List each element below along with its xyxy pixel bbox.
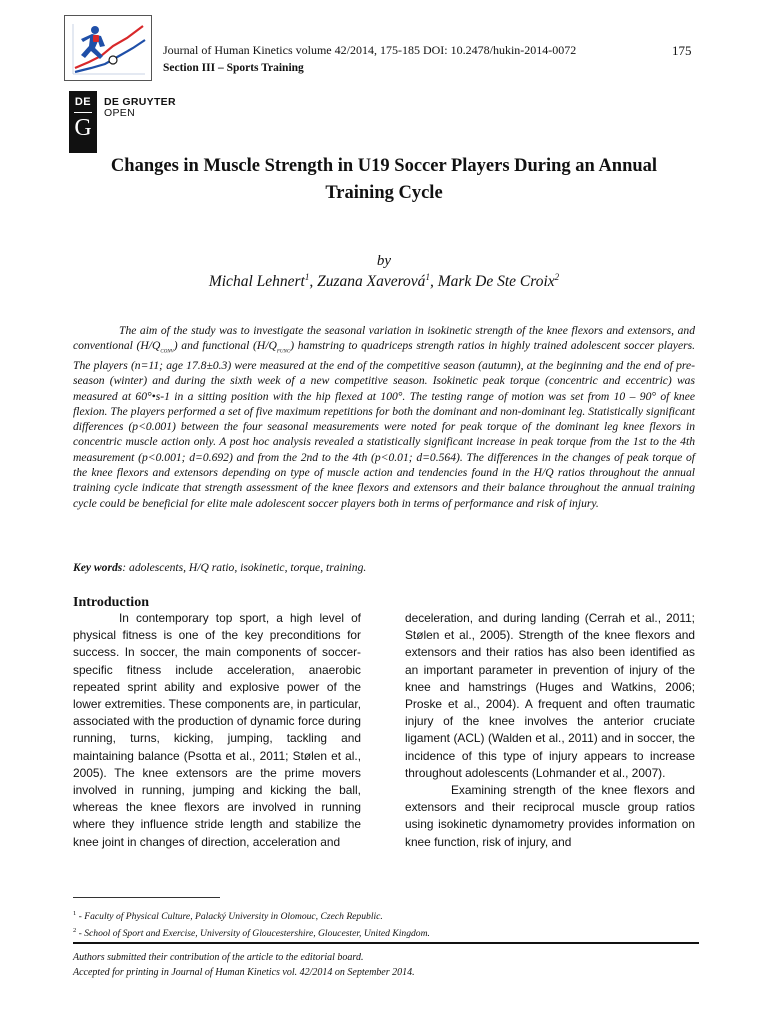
bottom-divider [73, 942, 699, 944]
publisher-name-line1: DE GRUYTER [104, 96, 176, 108]
publisher-name-line2: OPEN [104, 107, 135, 119]
footnote-mark: 2 [73, 927, 77, 935]
body-column-right [405, 610, 695, 851]
byline-by: by [376, 253, 392, 269]
journal-citation: Journal of Human Kinetics volume 42/2014, 175-185 DOI: 10.2478/hukin-2014-0072 [163, 43, 577, 57]
body-paragraph: In contemporary top sport, a high level of physical fitness is one of the key preconditions for success. In soccer, the main components of soccer-specific fitness include acceleration, anaerobic repeated sprint ability and explosive power of the lower extremities. These components are, in particular, associated with the production of dynamic force during running, turns, kicking, jumping, tackling and maintaining balance (Psotta et al., 2011; Stølen et al., 2005). The knee extensors are the prime movers involved in running, jumping and kicking the ball, whereas the knee flexors are involved in running where they influence stride length and stabilize the knee joint in changes of direction, acceleration and [73, 611, 361, 849]
publisher-mark-bottom: G [74, 115, 92, 141]
author-separator: , [429, 273, 438, 291]
journal-logo [64, 15, 152, 81]
footnote-text: - School of Sport and Exercise, University of Gloucestershire, Gloucester, United Kingdom. [76, 928, 430, 940]
publisher-mark-divider [74, 112, 92, 113]
footnote [73, 924, 695, 941]
submission-note: Authors submitted their contribution of the article to the editorial board. [73, 952, 364, 963]
acceptance-note: Accepted for printing in Journal of Human Kinetics vol. 42/2014 on September 2014. [73, 967, 415, 978]
abstract-text: The aim of the study was to investigate the seasonal variation in isokinetic strength of the knee flexors and extensors, and conventional (H/Q [73, 324, 695, 353]
author-list [0, 272, 768, 291]
footnote-mark: 1 [73, 910, 77, 917]
footnotes [73, 907, 695, 941]
footnote-text: - Faculty of Physical Culture, Palacký University in Olomouc, Czech Republic. [76, 911, 383, 923]
body-paragraph: deceleration, and during landing (Cerrah et al., 2011; Stølen et al., 2005). Strength of the knee flexors and extensors and their ratios has also been identified as an important parameter in prevention of injury of the knee and hamstrings (Huges and Watkins, 2006; Proske et al., 2004). A frequent and often traumatic injury of the knee involves the anterior cruciate ligament (ACL) (Walden et al., 2011) and in soccer, the incidence of this type of injury appears to increase throughout adolescents (Lohmander et al., 2007). [405, 611, 695, 780]
author-separator: , [309, 273, 318, 291]
author-name: Michal Lehnert [208, 273, 305, 291]
author-name: Zuzana Xaverová [317, 273, 426, 291]
abstract [73, 323, 695, 511]
author-affiliation-mark: 1 [425, 272, 430, 282]
publisher-mark-top: DE [74, 96, 92, 108]
footnote [73, 907, 695, 924]
body-column-left [73, 610, 361, 851]
keywords-label: Key words [73, 561, 123, 574]
section-heading-introduction: Introduction [73, 595, 149, 610]
abstract-text: ) hamstring to quadriceps strength ratios in highly trained adolescent soccer players. The players (n=11; age 17.8±0.3) were measured at the end of the competitive season (autumn), at the beginning and the end of pre-season (winter) and during the sixth week of a new competitive season. Isokinetic peak torque (concentric and eccentric) was measured at 60°•s-1 in a sitting position with the hip flexed at 100°. The testing range of motion was set from 10 – 90° of knee flexion. The players performed a set of five maximum repetitions for both the dominant and non-dominant leg. Statistically significant differences (p<0.001) between the four seasonal measurements were noted for peak torque of the dominant leg knee flexors in concentric muscle action only. A post hoc analysis revealed a statistically significant increase in peak torque from the 1st to the 4th measurement (p<0.001; d=0.692) and from the 2nd to the 4th (p<0.01; d=0.564). The differences in the changes of peak torque of the knee flexors and extensors depending on type of muscle action and tendencies found in the H/Q ratios throughout the annual training cycle indicate that strength assessment of the knee flexors and extensors and their balance throughout the annual training cycle could be beneficial for elite male adolescent soccer players both in terms of performance and risk of injury. [73, 339, 696, 510]
page-number: 175 [672, 43, 692, 58]
body-paragraph: Examining strength of the knee flexors and extensors and their reciprocal muscle group ratios using isokinetic dynamometry provides information on knee function, risk of injury, and [405, 783, 695, 849]
author-affiliation-mark: 2 [554, 272, 560, 282]
runner-chart-logo-icon [65, 16, 151, 80]
publisher-name [104, 97, 176, 119]
abstract-text: ) and functional (H/Q [173, 339, 277, 353]
abstract-subscript: conv [160, 345, 174, 355]
footnote-divider [73, 897, 220, 898]
keywords-text: : adolescents, H/Q ratio, isokinetic, torque, training. [122, 561, 367, 574]
author-name: Mark De Ste Croix [437, 273, 555, 291]
article-title: Changes in Muscle Strength in U19 Soccer Players During an Annual Training Cycle [110, 156, 658, 203]
publisher-logo [69, 91, 97, 153]
submission-notes [73, 950, 695, 980]
abstract-subscript: func [276, 345, 291, 355]
section-label: Section III – Sports Training [163, 62, 304, 74]
keywords [73, 561, 695, 574]
author-affiliation-mark: 1 [304, 272, 310, 282]
